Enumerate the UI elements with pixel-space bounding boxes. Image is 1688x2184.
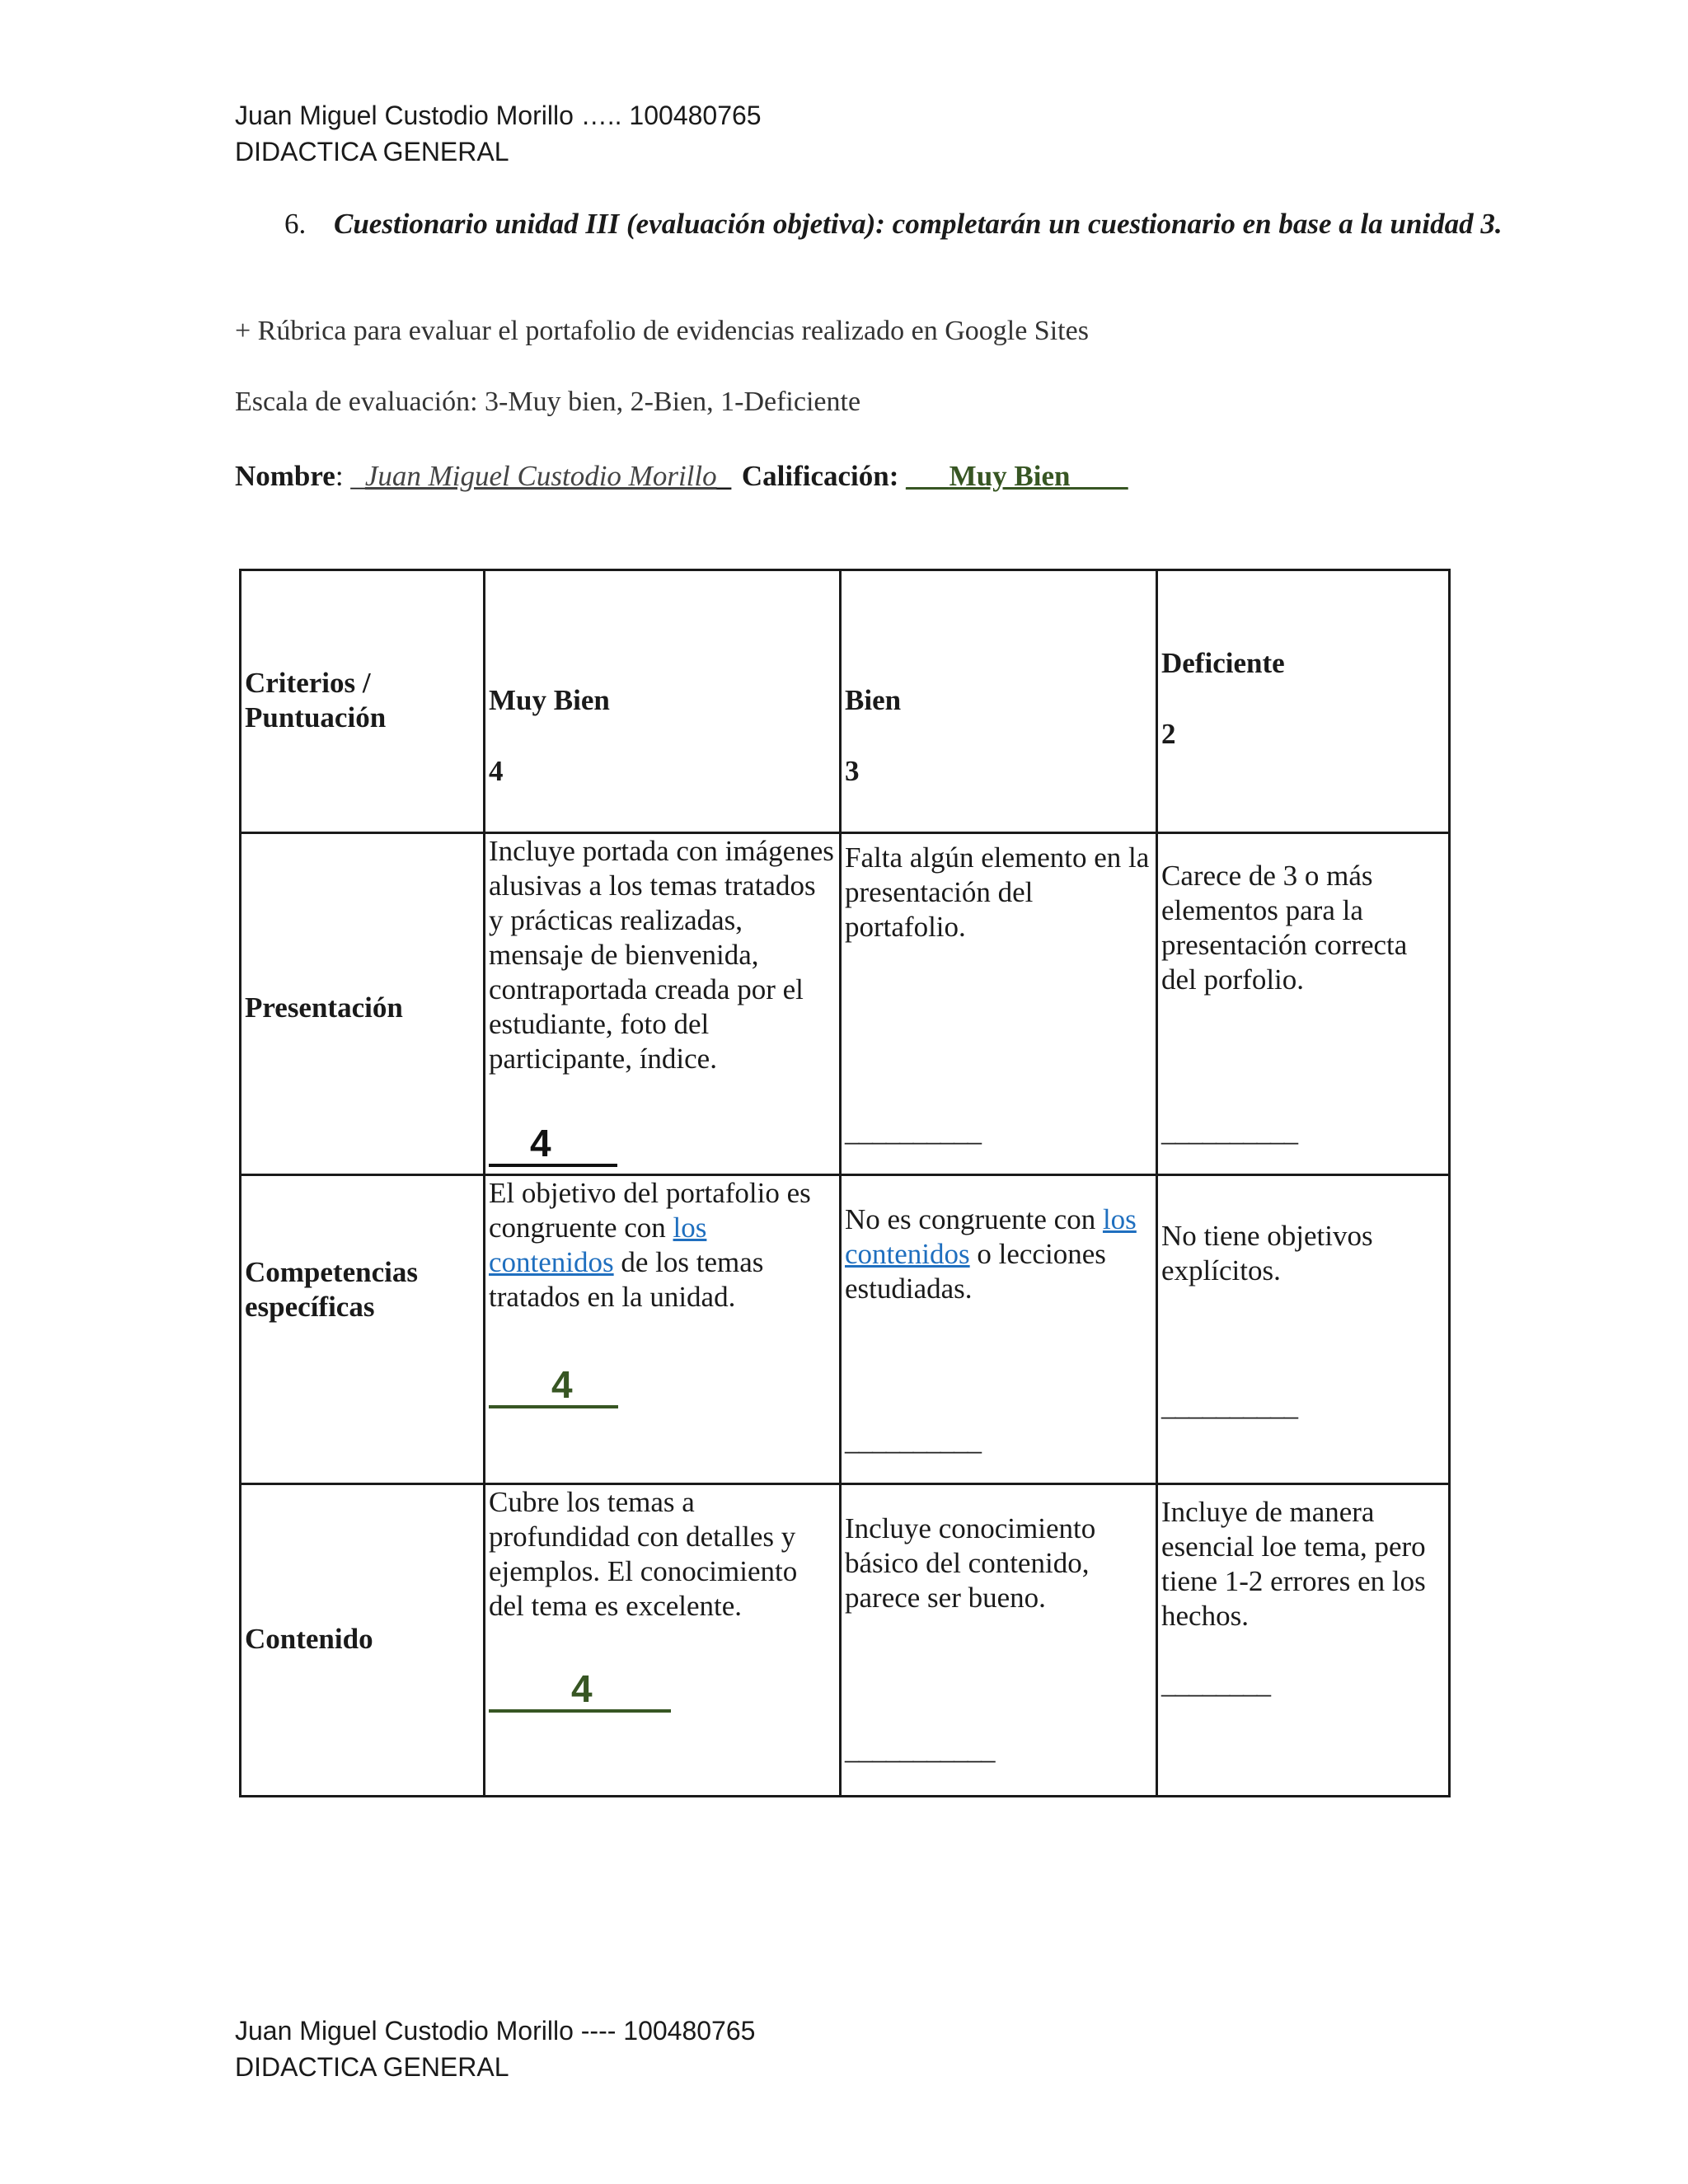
level-title: Deficiente: [1161, 647, 1285, 679]
deficiente-description: Carece de 3 o más elementos para la presentación correcta del porfolio.: [1161, 860, 1408, 996]
student-name: Juan Miguel Custodio Morillo: [364, 460, 717, 492]
score-mark: [489, 1668, 671, 1713]
bien-score-blank: ___________: [845, 1733, 995, 1765]
header-course-line: DIDACTICA GENERAL: [235, 137, 509, 166]
level-header-deficiente: [1157, 570, 1450, 833]
muy-bien-text-post: de los temas tratados en la unidad.: [489, 1246, 764, 1313]
criteria-header-cell: [241, 570, 485, 833]
bien-score-blank: __________: [845, 1115, 981, 1147]
header-author-line: Juan Miguel Custodio Morillo ….. 100480765: [235, 101, 762, 130]
score-value: 4: [489, 1668, 671, 1713]
score-value: 4: [489, 1364, 618, 1408]
criterion-label: Contenido: [245, 1623, 373, 1655]
deficiente-cell: [1157, 1175, 1450, 1484]
grade-tail: ____: [1070, 460, 1128, 492]
table-row-competencias: [241, 1175, 1450, 1484]
item-text: Cuestionario unidad III (evaluación objetiva): completarán un cuestionario en base a la unidad 3.: [334, 208, 1503, 240]
muy-bien-description: Cubre los temas a profundidad con detalles y ejemplos. El conocimiento del tema es excelente.: [489, 1486, 798, 1622]
level-header-muy-bien: [485, 570, 841, 833]
grade-label: Calificación:: [741, 460, 899, 492]
footer-course-line: DIDACTICA GENERAL: [235, 2052, 509, 2082]
table-row-presentacion: [241, 833, 1450, 1175]
bien-score-blank: __________: [845, 1424, 981, 1456]
level-header-bien: [841, 570, 1157, 833]
score-mark: [489, 1364, 618, 1408]
name-grade-line: [235, 458, 1128, 494]
muy-bien-description: [489, 1176, 836, 1315]
deficiente-description: No tiene objetivos explícitos.: [1161, 1220, 1373, 1286]
level-points: 2: [1161, 718, 1176, 750]
name-tail: _: [716, 460, 732, 492]
rubric-intro: + Rúbrica para evaluar el portafolio de evidencias realizado en Google Sites: [235, 316, 1089, 346]
contenidos-link[interactable]: los contenidos: [845, 1203, 1137, 1270]
muy-bien-cell: [485, 1175, 841, 1484]
score-mark: [489, 1122, 617, 1167]
rubric-table: [239, 569, 1451, 1797]
score-value: 4: [489, 1122, 617, 1167]
bien-text-post: o lecciones estudiadas.: [845, 1238, 1106, 1305]
level-title: Bien: [845, 684, 902, 716]
bien-description: [845, 1202, 1152, 1306]
name-separator: : _: [335, 460, 365, 492]
footer-author-line: Juan Miguel Custodio Morillo ---- 100480765: [235, 2016, 756, 2046]
criterion-label-line2: específicas: [245, 1291, 375, 1323]
table-row-contenido: [241, 1484, 1450, 1797]
criteria-header-line1: Criterios /: [245, 667, 371, 699]
grade-value: Muy Bien: [949, 460, 1071, 492]
bien-cell: [841, 1175, 1157, 1484]
item-number: 6.: [284, 208, 307, 240]
level-points: 4: [489, 755, 504, 787]
deficiente-description: Incluye de manera esencial loe tema, pero tiene 1-2 errores en los hechos.: [1161, 1496, 1426, 1632]
evaluation-scale: Escala de evaluación: 3-Muy bien, 2-Bien, 1-Deficiente: [235, 387, 861, 417]
muy-bien-cell: [485, 1484, 841, 1797]
deficiente-cell: [1157, 1484, 1450, 1797]
criterion-cell: [241, 833, 485, 1175]
bien-cell: [841, 1484, 1157, 1797]
name-label: Nombre: [235, 460, 335, 492]
deficiente-score-blank: __________: [1161, 1115, 1297, 1147]
criteria-header-line2: Puntuación: [245, 701, 387, 733]
deficiente-score-blank: __________: [1161, 1390, 1297, 1422]
muy-bien-text-pre: El objetivo del portafolio es congruente con: [489, 1177, 811, 1244]
criterion-label: Presentación: [245, 991, 403, 1024]
muy-bien-description: Incluye portada con imágenes alusivas a los temas tratados y prácticas realizadas, mensaje de bienvenida, contraportada creada por el estudiante, foto del participante, índice.: [489, 835, 834, 1075]
criterion-cell: [241, 1175, 485, 1484]
criterion-label-line1: Competencias: [245, 1256, 418, 1288]
muy-bien-cell: [485, 833, 841, 1175]
bien-text-pre: No es congruente con: [845, 1203, 1103, 1235]
deficiente-score-blank: ________: [1161, 1667, 1270, 1699]
level-points: 3: [845, 755, 860, 787]
bien-description: Falta algún elemento en la presentación del portafolio.: [845, 841, 1150, 943]
grade-lead: ___: [906, 460, 950, 492]
level-title: Muy Bien: [489, 684, 610, 716]
criterion-cell: [241, 1484, 485, 1797]
bien-description: Incluye conocimiento básico del contenido, parece ser bueno.: [845, 1512, 1096, 1614]
deficiente-cell: [1157, 833, 1450, 1175]
contenidos-link[interactable]: los contenidos: [489, 1212, 707, 1278]
table-header-row: [241, 570, 1450, 833]
bien-cell: [841, 833, 1157, 1175]
